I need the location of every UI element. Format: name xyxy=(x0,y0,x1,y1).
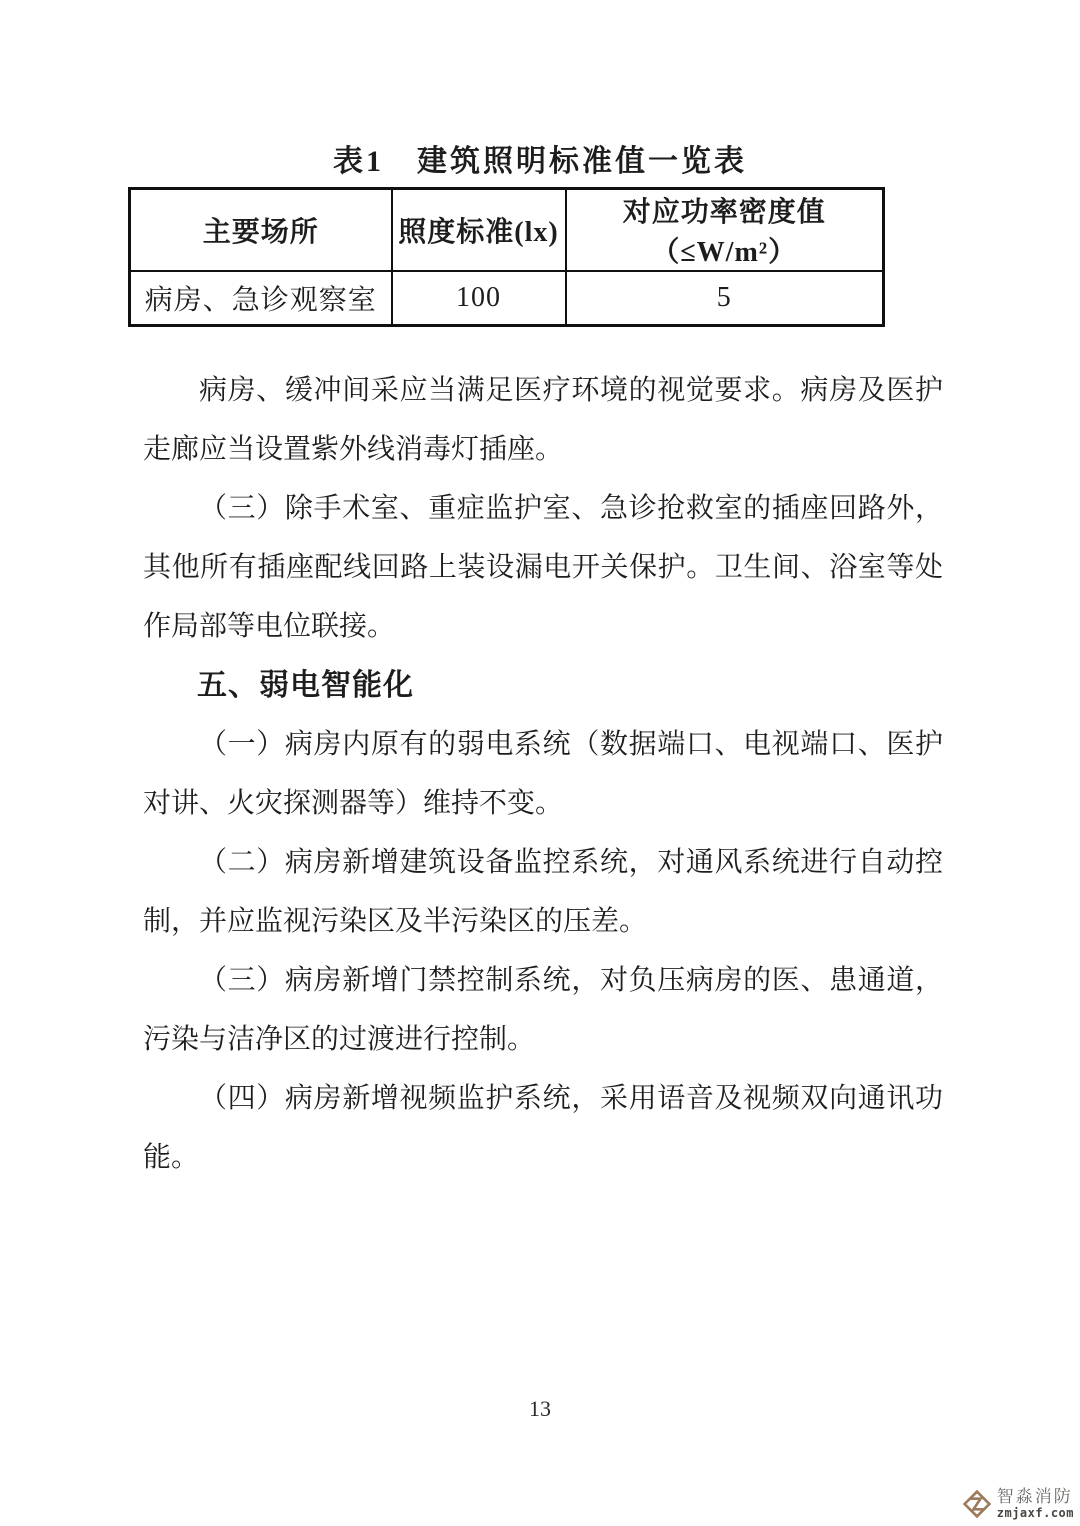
lighting-standards-table xyxy=(128,187,885,327)
paragraph: （一）病房内原有的弱电系统（数据端口、电视端口、医护对讲、火灾探测器等）维持不变。 xyxy=(143,729,943,819)
table-title: 表1 建筑照明标准值一览表 xyxy=(333,145,747,178)
paragraph: （四）病房新增视频监护系统，采用语音及视频双向通讯功能。 xyxy=(143,1083,943,1173)
document-body xyxy=(143,361,943,1187)
table-header-cell-place: 主要场所 xyxy=(130,189,392,272)
paragraph: 病房、缓冲间采应当满足医疗环境的视觉要求。病房及医护走廊应当设置紫外线消毒灯插座。 xyxy=(143,375,943,465)
table-row xyxy=(130,271,884,326)
watermark-domain: zmjaxf.com xyxy=(996,1505,1074,1520)
watermark-text xyxy=(997,1488,1074,1520)
table-header-cell-lux: 照度标准(lx) xyxy=(392,189,566,272)
table-cell-place: 病房、急诊观察室 xyxy=(130,271,392,326)
watermark-brand-name: 智淼消防 xyxy=(996,1487,1073,1507)
table-cell-power-density: 5 xyxy=(566,271,884,326)
page-number: 13 xyxy=(529,1396,551,1421)
table-cell-lux: 100 xyxy=(392,271,566,326)
diamond-z-logo-icon xyxy=(962,1489,992,1519)
watermark-logo xyxy=(962,1488,1074,1520)
paragraph: （三）病房新增门禁控制系统，对负压病房的医、患通道，污染与洁净区的过渡进行控制。 xyxy=(143,965,943,1055)
section-heading: 五、弱电智能化 xyxy=(197,669,414,702)
table-header-cell-power-density: 对应功率密度值（≤W/m²） xyxy=(566,189,884,272)
paragraph: （三）除手术室、重症监护室、急诊抢救室的插座回路外，其他所有插座配线回路上装设漏电开关保护。卫生间、浴室等处作局部等电位联接。 xyxy=(143,493,943,642)
table-header-row xyxy=(130,189,884,272)
paragraph: （二）病房新增建筑设备监控系统，对通风系统进行自动控制，并应监视污染区及半污染区的压差。 xyxy=(143,847,943,937)
